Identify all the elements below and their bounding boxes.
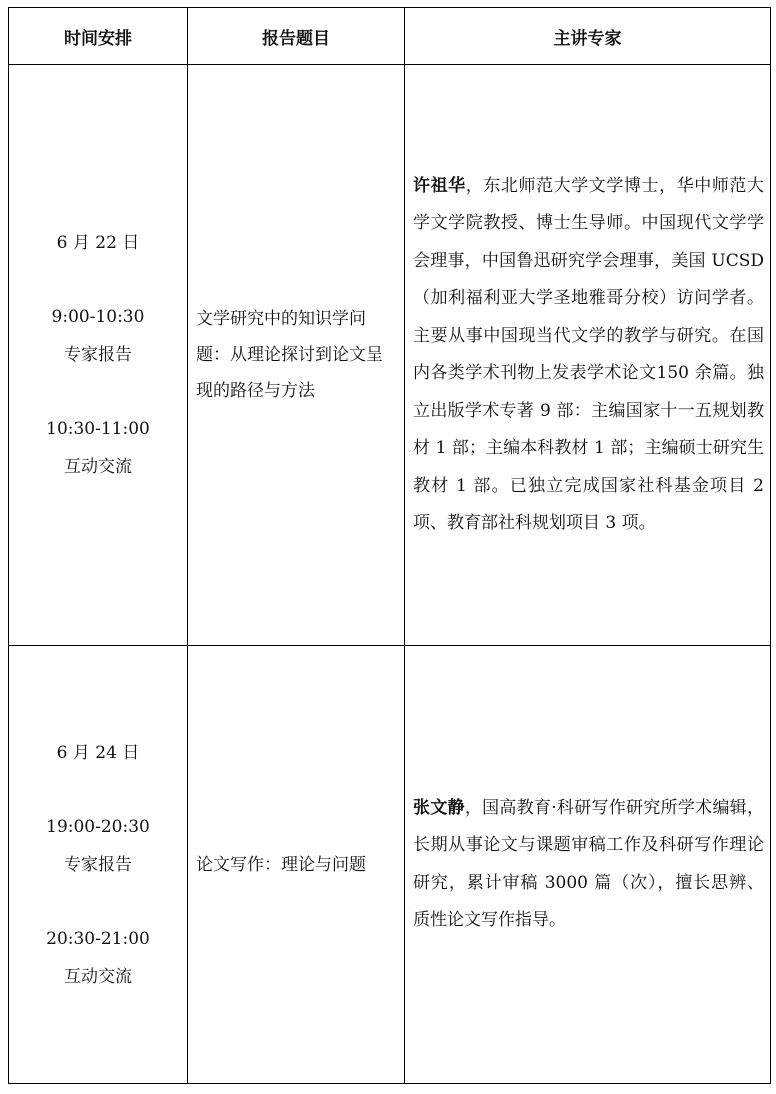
expert-cell bbox=[405, 646, 771, 1084]
report-label: 专家报告 bbox=[64, 345, 132, 365]
table-row bbox=[9, 65, 771, 646]
report-label: 专家报告 bbox=[64, 854, 132, 875]
report-time: 19:00-20:30 bbox=[46, 816, 150, 837]
header-expert: 主讲专家 bbox=[405, 8, 771, 65]
exchange-label: 互动交流 bbox=[64, 457, 132, 477]
time-cell bbox=[9, 65, 188, 646]
exchange-label: 互动交流 bbox=[64, 966, 132, 987]
session-date: 6 月 22 日 bbox=[56, 233, 140, 253]
exchange-time: 20:30-21:00 bbox=[46, 928, 150, 949]
expert-bio: ，国高教育·科研写作研究所学术编辑，长期从事论文与课题审稿工作及科研写作理论研究，累计审稿 3000 篇（次），擅长思辨、质性论文写作指导。 bbox=[413, 797, 765, 930]
report-time: 9:00-10:30 bbox=[51, 307, 145, 327]
expert-name: 张文静 bbox=[413, 797, 465, 818]
topic-cell: 论文写作：理论与问题 bbox=[188, 646, 405, 1084]
exchange-time: 10:30-11:00 bbox=[46, 419, 150, 439]
expert-name: 许祖华 bbox=[413, 175, 466, 196]
header-row bbox=[9, 8, 771, 65]
topic-cell: 文学研究中的知识学问题：从理论探讨到论文呈现的路径与方法 bbox=[188, 65, 405, 646]
schedule-table bbox=[8, 7, 771, 1084]
session-date: 6 月 24 日 bbox=[56, 742, 140, 763]
time-cell bbox=[9, 646, 188, 1084]
header-time: 时间安排 bbox=[9, 8, 188, 65]
expert-cell bbox=[405, 65, 771, 646]
header-topic: 报告题目 bbox=[188, 8, 405, 65]
expert-bio: ，东北师范大学文学博士，华中师范大学文学院教授、博士生导师。中国现代文学学会理事，中国鲁迅研究学会理事，美国 UCSD（加利福利亚大学圣地雅哥分校）访问学者。主要从事中国现当代文学的教学与研究。在国内各类学术刊物上发表学术论文150 余篇。独立出版学术专著 9 部：主编国家十一五规划教材 1 部；主编本科教材 1 部；主编硕士研究生教材 1 部。已独立完成国家社科基金项目 2 项、教育部社科规划项目 3 项。 bbox=[413, 175, 765, 533]
table-row bbox=[9, 646, 771, 1084]
